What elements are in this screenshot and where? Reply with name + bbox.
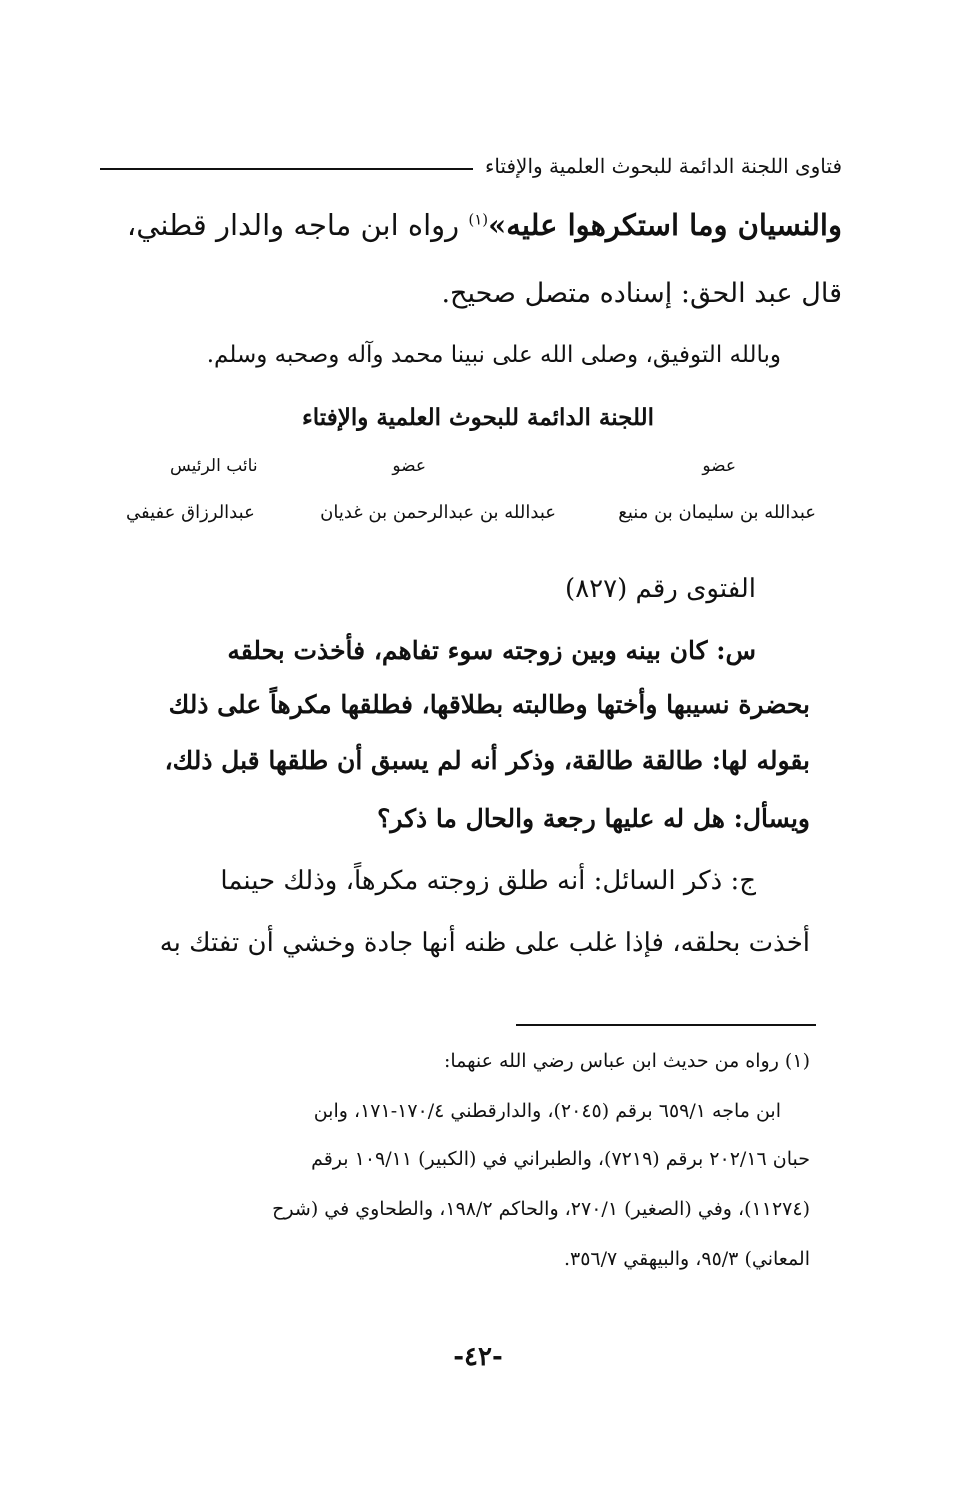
question-line: بحضرة نسيبها وأختها وطالبته بطلاقها، فطلقها مكرهاً على ذلك — [168, 690, 810, 719]
running-header — [100, 146, 842, 186]
fatwa-number: الفتوى رقم (٨٢٧) — [565, 574, 756, 604]
committee-title: اللجنة الدائمة للبحوث العلمية والإفتاء — [301, 404, 655, 431]
footnote-line: (١١٢٧٤)، وفي (الصغير) ٢٧٠/١، والحاكم ١٩٨/٢، والطحاوي في (شرح — [272, 1198, 810, 1220]
name-member-1: عبدالله بن سليمان بن منيع — [618, 502, 816, 523]
question-line: ويسأل: هل له عليها رجعة والحال ما ذكر؟ — [377, 804, 810, 833]
header-rule — [100, 168, 473, 170]
header-title: فتاوى اللجنة الدائمة للبحوث العلمية والإفتاء — [484, 154, 842, 178]
footnote-line: ابن ماجه ٦٥٩/١ برقم (٢٠٤٥)، والدارقطني ١٧٠/٤-١٧١، وابن — [313, 1100, 781, 1122]
closing-line: وبالله التوفيق، وصلى الله على نبينا محمد وآله وصحبه وسلم. — [206, 342, 781, 368]
question-line: بقوله لها: طالقة طالقة، وذكر أنه لم يسبق أن طلقها قبل ذلك، — [164, 746, 810, 775]
page-number: -٤٢- — [453, 1342, 503, 1372]
signatory-names — [120, 502, 816, 532]
answer-line: أخذت بحلقه، فإذا غلب على ظنه أنها جادة وخشي أن تفتك به — [159, 928, 810, 958]
footnote-line: المعاني) ٩٥/٣، والبيهقي ٣٥٦/٧. — [563, 1248, 810, 1270]
footnote-line: (١) رواه من حديث ابن عباس رضي الله عنهما: — [443, 1050, 810, 1072]
body-line-1 — [100, 208, 842, 242]
role-member-2: عضو — [392, 456, 426, 476]
footnote-line: حبان ٢٠٢/١٦ برقم (٧٢١٩)، والطبراني في (الكبير) ١٠٩/١١ برقم — [311, 1148, 810, 1170]
answer-line: ج: ذكر السائل: أنه طلق زوجته مكرهاً، وذلك حينما — [220, 866, 756, 896]
name-vice-president: عبدالرزاق عفيفي — [126, 502, 255, 523]
role-member-1: عضو — [702, 456, 736, 476]
hadith-quote: والنسيان وما استكرهوا عليه» — [488, 208, 842, 242]
question-line: س: كان بينه وبين زوجته سوء تفاهم، فأخذت بحلقه — [227, 636, 756, 665]
body-line-2: قال عبد الحق: إسناده متصل صحيح. — [441, 278, 842, 309]
name-member-2: عبدالله بن عبدالرحمن بن غديان — [320, 502, 556, 523]
role-vice-president: نائب الرئيس — [170, 456, 258, 476]
narration-text: رواه ابن ماجه والدار قطني، — [126, 208, 469, 242]
footnote-separator — [516, 1024, 816, 1026]
footnote-ref: (١) — [468, 210, 489, 229]
signatory-roles — [120, 456, 816, 486]
